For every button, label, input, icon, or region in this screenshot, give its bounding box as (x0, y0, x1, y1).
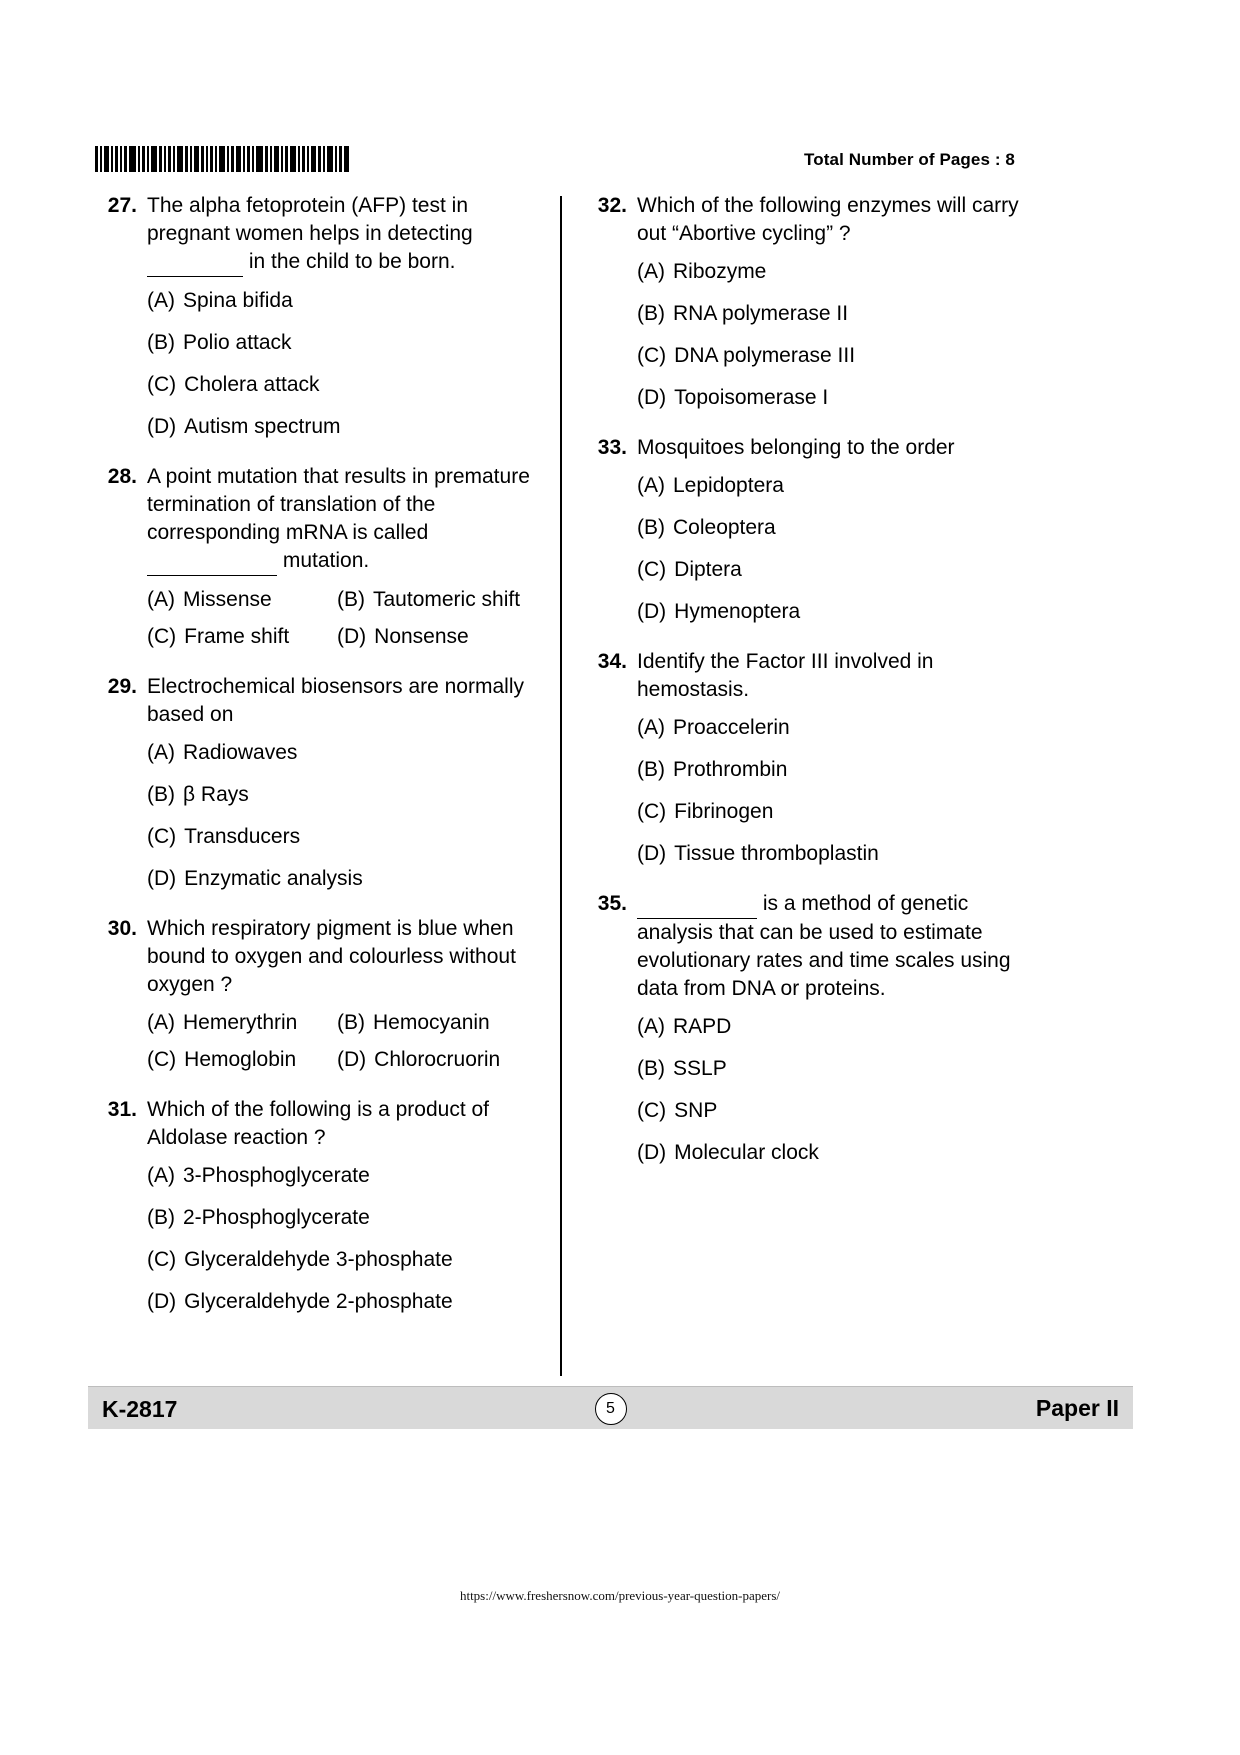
question-text-before-blank: Electrochemical biosensors are normally based on (147, 675, 524, 726)
question-block (95, 915, 550, 1074)
option-text: Hemoglobin (184, 1048, 297, 1071)
barcode-bar (243, 146, 245, 172)
barcode-bar (177, 146, 183, 172)
barcode-bar (344, 146, 349, 172)
option-text: Hemocyanin (373, 1011, 490, 1034)
option-text: Radiowaves (183, 741, 298, 764)
option-row (147, 1204, 550, 1232)
question-head (585, 648, 1025, 704)
question-block (95, 192, 550, 441)
question-text-before-blank: A point mutation that results in premature termination of translation of the corresponding mRNA is called (147, 465, 530, 544)
option-text: 2-Phosphoglycerate (183, 1206, 370, 1229)
question-number: 29. (107, 675, 137, 698)
right-question-column (585, 192, 1025, 1189)
option-row (147, 865, 550, 893)
option-label: (B) (147, 1206, 175, 1229)
barcode-bar (138, 146, 140, 172)
page-number-badge: 5 (595, 1393, 627, 1425)
barcode-bar (159, 146, 162, 172)
option-c[interactable] (147, 371, 320, 399)
barcode (95, 146, 351, 172)
question-text-after-blank: in the child to be born. (243, 250, 456, 273)
option-label: (D) (637, 386, 667, 409)
option-text: RNA polymerase II (673, 302, 849, 325)
option-list (95, 287, 550, 441)
barcode-bar (256, 146, 263, 172)
option-row (637, 556, 1025, 584)
barcode-bar (194, 146, 199, 172)
option-c[interactable] (637, 798, 773, 826)
question-text (637, 192, 1025, 248)
option-label: (C) (147, 1048, 177, 1071)
question-text (147, 463, 550, 576)
question-head (585, 890, 1025, 1003)
option-row (147, 1288, 550, 1316)
option-a[interactable] (637, 472, 784, 500)
question-head (95, 192, 550, 277)
option-label: (C) (147, 373, 177, 396)
option-text: Autism spectrum (184, 415, 341, 438)
option-row (637, 756, 1025, 784)
option-label: (C) (637, 344, 667, 367)
option-row (147, 371, 550, 399)
option-text: Hymenoptera (674, 600, 801, 623)
option-c[interactable] (147, 1046, 337, 1074)
barcode-bar (120, 146, 122, 172)
option-text: Prothrombin (673, 758, 788, 781)
option-label: (D) (147, 415, 177, 438)
barcode-bar (270, 146, 272, 172)
barcode-bar (210, 146, 213, 172)
option-row (147, 586, 550, 614)
barcode-bar (147, 146, 149, 172)
barcode-bar (201, 146, 204, 172)
question-number: 32. (597, 194, 627, 217)
question-text-before-blank: Which of the following enzymes will carry out “Abortive cycling” ? (637, 194, 1019, 245)
barcode-bar (311, 146, 316, 172)
option-label: (A) (637, 1015, 665, 1038)
option-row (637, 342, 1025, 370)
barcode-bar (318, 146, 321, 172)
option-text: Diptera (674, 558, 742, 581)
option-row (637, 300, 1025, 328)
left-question-column (95, 192, 550, 1338)
total-pages-label: Total Number of Pages : 8 (804, 150, 1015, 169)
option-label: (D) (337, 1048, 367, 1071)
question-block (585, 192, 1025, 412)
question-block (95, 673, 550, 893)
option-label: (A) (147, 588, 175, 611)
option-label: (B) (147, 783, 175, 806)
option-row (637, 598, 1025, 626)
barcode-bar (274, 146, 279, 172)
question-text (147, 1096, 550, 1152)
question-head (585, 192, 1025, 248)
option-label: (C) (637, 558, 667, 581)
option-d[interactable] (637, 840, 879, 868)
option-row (147, 781, 550, 809)
question-text (637, 890, 1025, 1003)
option-label: (A) (147, 289, 175, 312)
question-number: 34. (597, 650, 627, 673)
option-d[interactable] (337, 1046, 500, 1074)
option-a[interactable] (147, 287, 293, 315)
option-text: Chlorocruorin (374, 1048, 501, 1071)
option-row (637, 472, 1025, 500)
option-label: (B) (147, 331, 175, 354)
option-row (147, 287, 550, 315)
question-block (95, 463, 550, 651)
option-text: Topoisomerase I (674, 386, 829, 409)
barcode-bar (173, 146, 175, 172)
option-row (147, 1046, 550, 1074)
question-number: 28. (107, 465, 137, 488)
option-text: Frame shift (184, 625, 290, 648)
option-text: 3-Phosphoglycerate (183, 1164, 370, 1187)
paper-code: K-2817 (102, 1396, 178, 1422)
barcode-bar (219, 146, 225, 172)
barcode-bar (265, 146, 268, 172)
option-text: Hemerythrin (183, 1011, 298, 1034)
option-row (147, 623, 550, 651)
source-url: https://www.freshersnow.com/previous-year-question-papers/ (459, 1588, 781, 1603)
option-c[interactable] (637, 556, 742, 584)
barcode-bar (227, 146, 229, 172)
option-list (95, 739, 550, 893)
option-label: (D) (337, 625, 367, 648)
option-label: (D) (637, 600, 667, 623)
barcode-bar (206, 146, 208, 172)
option-b[interactable] (637, 756, 787, 784)
option-row (637, 384, 1025, 412)
option-b[interactable] (637, 300, 848, 328)
question-block (585, 434, 1025, 626)
option-text: Molecular clock (674, 1141, 819, 1164)
option-text: Coleoptera (673, 516, 776, 539)
barcode-bar (100, 146, 102, 172)
option-label: (D) (147, 867, 177, 890)
barcode-bar (298, 146, 300, 172)
question-block (95, 1096, 550, 1316)
option-text: Glyceraldehyde 3-phosphate (184, 1248, 453, 1271)
option-text: DNA polymerase III (674, 344, 856, 367)
option-label: (C) (147, 625, 177, 648)
barcode-bar (215, 146, 217, 172)
option-c[interactable] (147, 1246, 453, 1274)
question-text (637, 648, 1025, 704)
barcode-bar (151, 146, 157, 172)
option-text: β Rays (183, 783, 249, 806)
question-text-before-blank: Which of the following is a product of Aldolase reaction ? (147, 1098, 490, 1149)
option-label: (B) (337, 588, 365, 611)
option-d[interactable] (147, 413, 341, 441)
option-row (637, 1139, 1025, 1167)
option-text: Missense (183, 588, 272, 611)
option-label: (B) (637, 516, 665, 539)
question-head (95, 915, 550, 999)
paper-label: Paper II (1035, 1395, 1119, 1421)
barcode-bar (247, 146, 250, 172)
option-label: (C) (147, 1248, 177, 1271)
option-c[interactable] (637, 342, 855, 370)
option-text: Spina bifida (183, 289, 293, 312)
column-divider (560, 196, 562, 1376)
option-text: Enzymatic analysis (184, 867, 363, 890)
option-text: Tissue thromboplastin (674, 842, 879, 865)
option-a[interactable] (147, 586, 337, 614)
option-c[interactable] (147, 623, 337, 651)
option-list (95, 1162, 550, 1316)
barcode-bar (252, 146, 254, 172)
option-list (585, 1013, 1025, 1167)
option-b[interactable] (147, 329, 292, 357)
option-list (585, 258, 1025, 412)
option-row (637, 840, 1025, 868)
barcode-bar (339, 146, 342, 172)
question-text (637, 434, 1025, 462)
option-d[interactable] (637, 598, 800, 626)
option-label: (C) (147, 825, 177, 848)
question-block (585, 648, 1025, 868)
option-list (95, 586, 550, 651)
barcode-bar (307, 146, 309, 172)
option-a[interactable] (637, 258, 766, 286)
option-label: (A) (637, 260, 665, 283)
option-row (637, 798, 1025, 826)
option-list (95, 1009, 550, 1074)
barcode-bar (302, 146, 305, 172)
question-text-before-blank: Mosquitoes belonging to the order (637, 436, 955, 459)
option-d[interactable] (147, 1288, 453, 1316)
option-list (585, 714, 1025, 868)
option-c[interactable] (637, 1097, 717, 1125)
option-row (147, 1009, 550, 1037)
option-b[interactable] (637, 1055, 727, 1083)
option-a[interactable] (147, 1162, 370, 1190)
option-label: (B) (637, 1057, 665, 1080)
option-text: Lepidoptera (673, 474, 784, 497)
question-number: 31. (107, 1098, 137, 1121)
option-text: SSLP (673, 1057, 727, 1080)
option-d[interactable] (147, 865, 363, 893)
barcode-bar (104, 146, 109, 172)
option-d[interactable] (637, 384, 828, 412)
option-row (637, 1013, 1025, 1041)
option-label: (C) (637, 800, 667, 823)
barcode-bar (190, 146, 192, 172)
option-row (147, 1162, 550, 1190)
option-label: (A) (147, 741, 175, 764)
barcode-bar (129, 146, 136, 172)
option-a[interactable] (637, 1013, 731, 1041)
question-head (95, 673, 550, 729)
barcode-bar (164, 146, 166, 172)
option-row (637, 714, 1025, 742)
question-number: 27. (107, 194, 137, 217)
option-label: (B) (637, 758, 665, 781)
option-text: Nonsense (374, 625, 469, 648)
option-label: (A) (637, 474, 665, 497)
option-row (147, 413, 550, 441)
barcode-bar (124, 146, 127, 172)
barcode-bar (185, 146, 188, 172)
barcode-bar (327, 146, 333, 172)
option-row (147, 329, 550, 357)
option-label: (D) (637, 1141, 667, 1164)
question-head (95, 1096, 550, 1152)
option-label: (C) (637, 1099, 667, 1122)
option-a[interactable] (147, 1009, 337, 1037)
question-text-before-blank: Identify the Factor III involved in hemostasis. (637, 650, 934, 701)
answer-blank (637, 890, 757, 919)
option-text: Glyceraldehyde 2-phosphate (184, 1290, 453, 1313)
option-list (585, 472, 1025, 626)
question-text (147, 673, 550, 729)
question-text-before-blank: Which respiratory pigment is blue when bound to oxygen and colourless without oxygen ? (147, 917, 516, 996)
question-head (585, 434, 1025, 462)
option-b[interactable] (637, 514, 776, 542)
option-row (637, 514, 1025, 542)
option-text: Ribozyme (673, 260, 767, 283)
barcode-bar (231, 146, 234, 172)
option-text: RAPD (673, 1015, 732, 1038)
option-b[interactable] (337, 586, 520, 614)
question-head (95, 463, 550, 576)
barcode-bar (290, 146, 296, 172)
barcode-bar (335, 146, 337, 172)
option-text: Transducers (184, 825, 301, 848)
barcode-bar (111, 146, 113, 172)
option-label: (A) (147, 1011, 175, 1034)
option-text: Cholera attack (184, 373, 320, 396)
option-row (147, 739, 550, 767)
option-label: (D) (637, 842, 667, 865)
option-d[interactable] (337, 623, 469, 651)
barcode-bar (236, 146, 241, 172)
question-block (585, 890, 1025, 1167)
question-text (147, 915, 550, 999)
option-c[interactable] (147, 823, 300, 851)
question-number: 35. (597, 892, 627, 915)
question-text-after-blank: mutation. (277, 549, 370, 572)
option-text: Proaccelerin (673, 716, 790, 739)
barcode-bar (115, 146, 118, 172)
option-row (147, 1246, 550, 1274)
option-row (637, 1055, 1025, 1083)
question-number: 33. (597, 436, 627, 459)
option-row (637, 1097, 1025, 1125)
option-a[interactable] (637, 714, 790, 742)
barcode-bar (285, 146, 288, 172)
option-label: (A) (637, 716, 665, 739)
page-header (95, 142, 1015, 182)
barcode-bar (323, 146, 325, 172)
option-b[interactable] (147, 781, 249, 809)
option-row (637, 258, 1025, 286)
option-label: (D) (147, 1290, 177, 1313)
answer-blank (147, 248, 243, 277)
question-number: 30. (107, 917, 137, 940)
footer-bar (88, 1386, 1133, 1429)
option-text: Tautomeric shift (373, 588, 521, 611)
barcode-bar (142, 146, 145, 172)
option-text: Fibrinogen (674, 800, 774, 823)
barcode-bar (281, 146, 283, 172)
question-text (147, 192, 550, 277)
option-label: (B) (337, 1011, 365, 1034)
option-text: Polio attack (183, 331, 292, 354)
barcode-bar (95, 146, 98, 172)
option-label: (B) (637, 302, 665, 325)
question-text-after-blank: is a method of genetic analysis that can be used to estimate evolutionary rates and time scales using data from DNA or proteins. (637, 892, 1011, 1000)
option-a[interactable] (147, 739, 297, 767)
option-text: SNP (674, 1099, 718, 1122)
option-d[interactable] (637, 1139, 819, 1167)
question-text-before-blank: The alpha fetoprotein (AFP) test in pregnant women helps in detecting (147, 194, 473, 245)
barcode-bar (168, 146, 171, 172)
option-label: (A) (147, 1164, 175, 1187)
option-b[interactable] (147, 1204, 370, 1232)
option-b[interactable] (337, 1009, 490, 1037)
option-row (147, 823, 550, 851)
answer-blank (147, 547, 277, 576)
